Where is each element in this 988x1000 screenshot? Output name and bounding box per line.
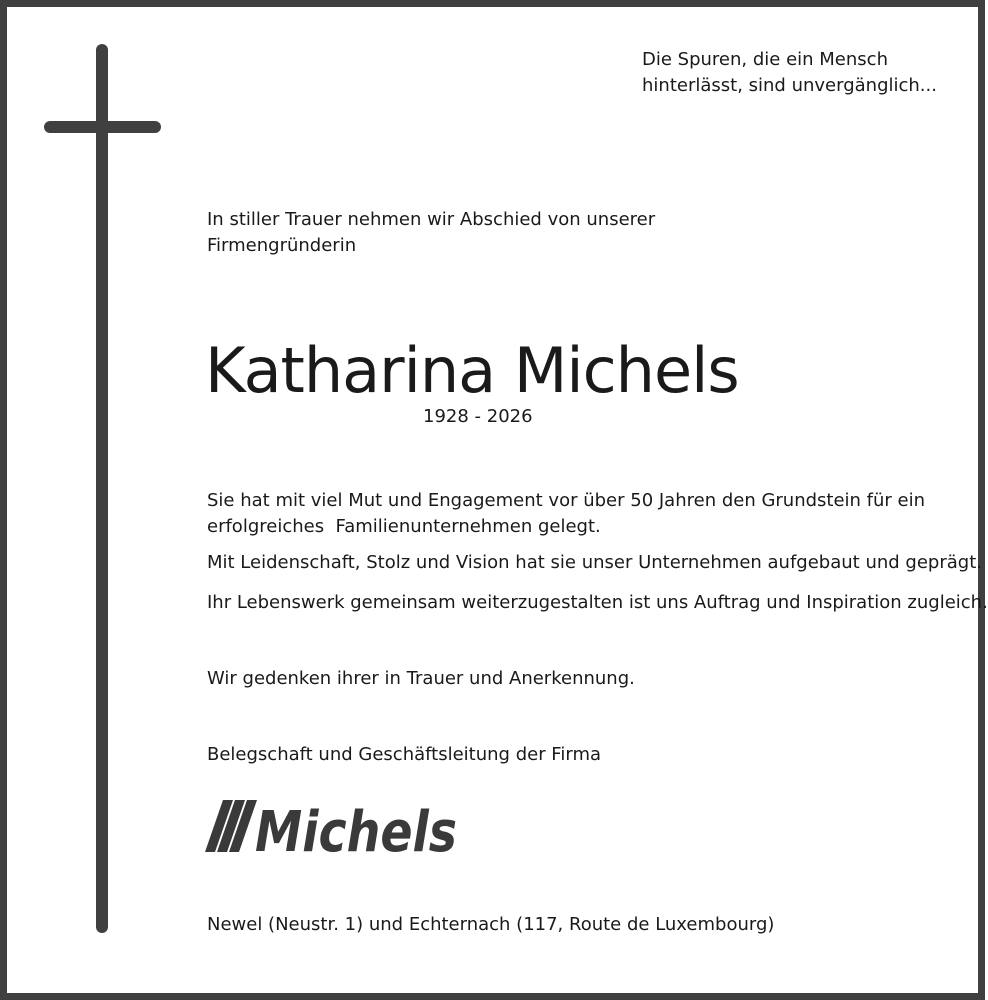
cross-icon-vertical (96, 44, 108, 933)
intro-line-1: In stiller Trauer nehmen wir Abschied von unserer (207, 209, 656, 230)
life-dates: 1928 - 2026 (423, 406, 533, 427)
closing-sentence: Wir gedenken ihrer in Trauer und Anerkennung. (207, 668, 635, 689)
deceased-name: Katharina Michels (205, 334, 739, 407)
signature-line: Belegschaft und Geschäftsleitung der Firma (207, 744, 602, 765)
paragraph-2: Mit Leidenschaft, Stolz und Vision hat sie unser Unternehmen aufgebaut und geprägt. (207, 552, 982, 573)
paragraph-3: Ihr Lebenswerk gemeinsam weiterzugestalten ist uns Auftrag und Inspiration zugleich. (207, 592, 988, 613)
michels-logo (205, 796, 461, 865)
paragraph-1-line-1: Sie hat mit viel Mut und Engagement vor über 50 Jahren den Grundstein für ein (207, 490, 926, 511)
motto-line-1: Die Spuren, die ein Mensch (642, 49, 888, 70)
intro-line-2: Firmengründerin (207, 235, 357, 256)
paragraph-1 (207, 488, 925, 540)
paragraph-1-line-2: erfolgreiches Familienunternehmen gelegt. (207, 516, 601, 537)
company-address: Newel (Neustr. 1) und Echternach (117, Route de Luxembourg) (207, 914, 775, 935)
motto-quote (642, 47, 937, 99)
motto-line-2: hinterlässt, sind unvergänglich... (642, 75, 937, 96)
cross-icon-horizontal (44, 121, 161, 133)
svg-text:Michels: Michels (255, 800, 457, 865)
intro-text (207, 207, 655, 259)
